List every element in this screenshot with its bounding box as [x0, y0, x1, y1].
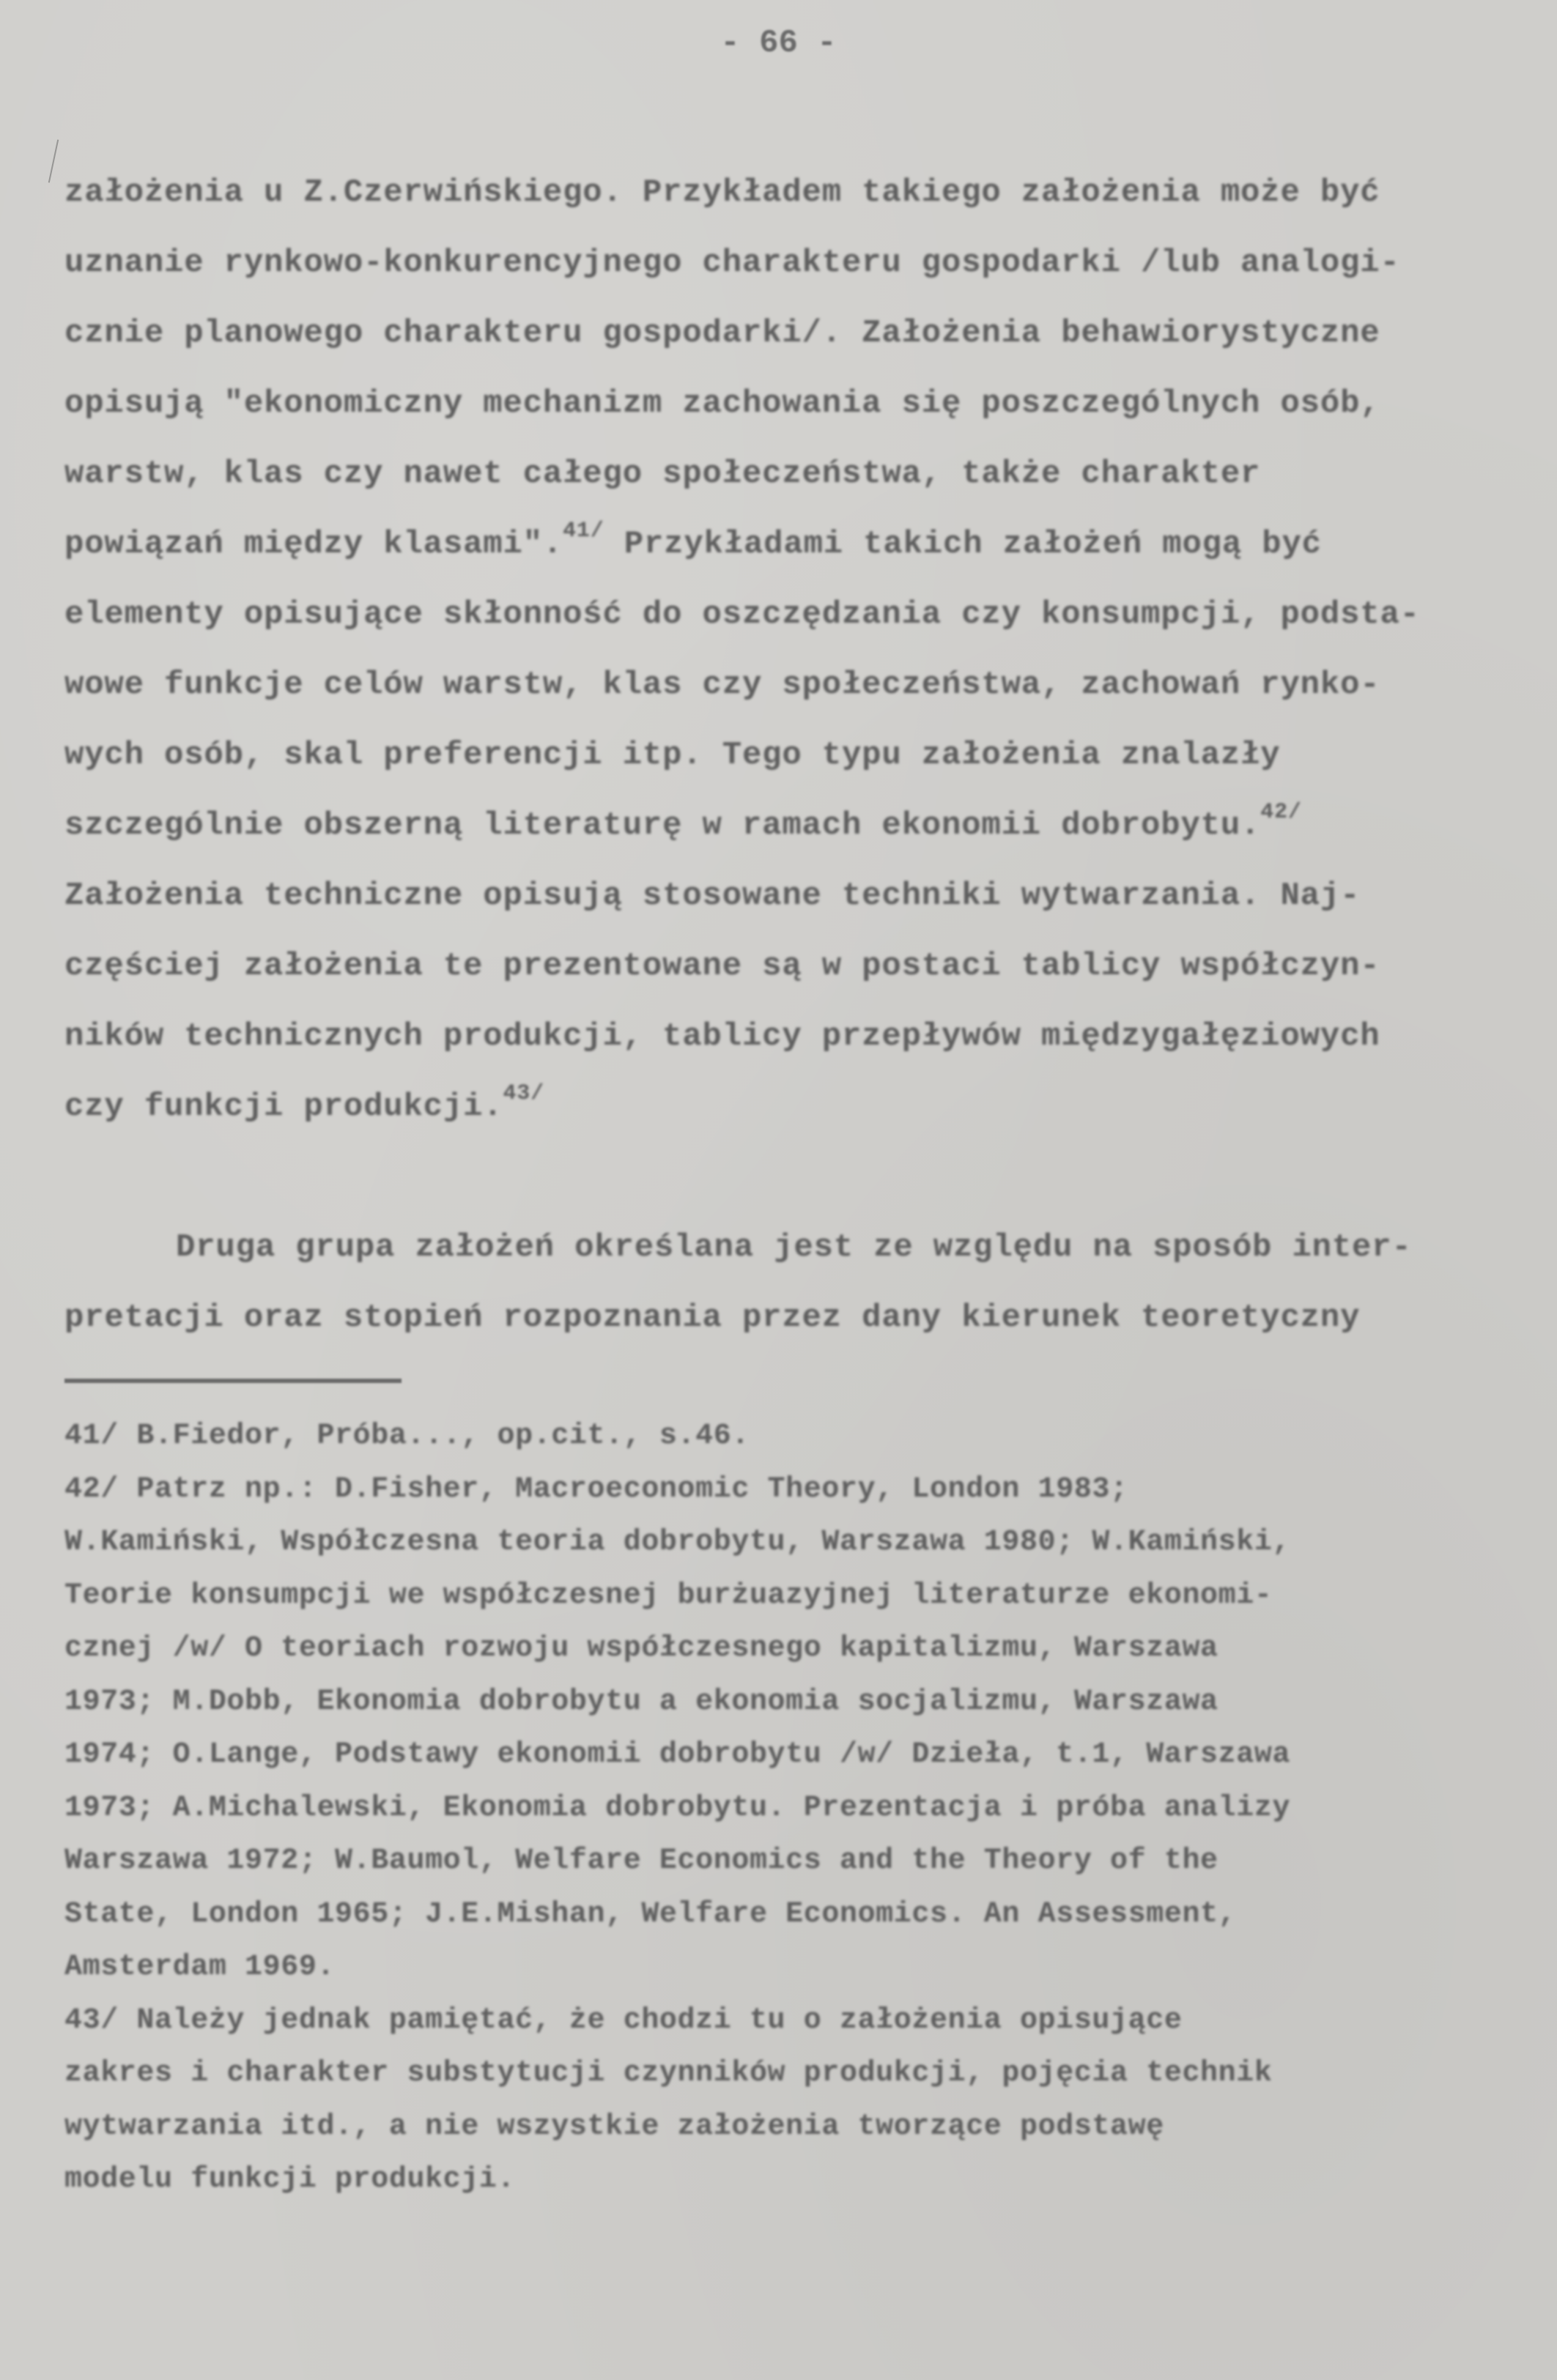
footnote-line: 42/ Patrz np.: D.Fisher, Macroeconomic Theory, London 1983;: [64, 1472, 1128, 1506]
footnote-line: 41/ B.Fiedor, Próba..., op.cit., s.46.: [64, 1420, 750, 1453]
body-line: [64, 439, 1523, 509]
footnote-line: wytwarzania itd., a nie wszystkie założenia tworzące podstawę: [64, 2110, 1164, 2143]
body-line-text: założenia u Z.Czerwińskiego. Przykładem takiego założenia może być: [64, 174, 1380, 211]
body-line: [64, 298, 1523, 368]
body-line-text: Przykładami takich założeń mogą być: [604, 526, 1322, 563]
body-line: [64, 228, 1523, 298]
body-line-text: czy funkcji produkcji.: [64, 1089, 503, 1125]
body-line-text: cznie planowego charakteru gospodarki/. Założenia behawiorystyczne: [64, 315, 1380, 352]
footnote-line: cznej /w/ O teoriach rozwoju współczesnego kapitalizmu, Warszawa: [64, 1632, 1218, 1665]
footnotes: [64, 1410, 1552, 2207]
body-line: [64, 931, 1523, 1001]
paper-scratch-mark: [48, 139, 59, 182]
body-line-text: szczególnie obszerną literaturę w ramach ekonomii dobrobytu.: [64, 807, 1261, 844]
footnote-separator: [64, 1379, 402, 1383]
page-number: - 66 -: [720, 25, 837, 62]
body-line: [64, 1072, 1523, 1142]
footnote-line: Teorie konsumpcji we współczesnej burżuazyjnej literaturze ekonomi-: [64, 1579, 1273, 1612]
main-body-text: [64, 157, 1523, 1353]
footnote-ref-41: 41/: [563, 519, 604, 544]
footnote-line: 43/ Należy jednak pamiętać, że chodzi tu o założenia opisujące: [64, 2003, 1183, 2037]
body-line: [64, 509, 1523, 579]
footnote-line: zakres i charakter substytucji czynników produkcji, pojęcia technik: [64, 2057, 1273, 2090]
paragraph-gap: [64, 1142, 1523, 1212]
body-line: [64, 1001, 1523, 1072]
body-line-text: powiązań między klasami".: [64, 526, 563, 563]
body-line-text: uznanie rynkowo-konkurencyjnego charakteru gospodarki /lub analogi-: [64, 245, 1400, 281]
footnote-line: 1974; O.Lange, Podstawy ekonomii dobrobytu /w/ Dzieła, t.1, Warszawa: [64, 1738, 1291, 1771]
footnote-line: modelu funkcji produkcji.: [64, 2163, 516, 2196]
body-line: [64, 579, 1523, 650]
footnote-ref-43: 43/: [503, 1081, 544, 1106]
footnote-line: 1973; A.Michalewski, Ekonomia dobrobytu. Prezentacja i próba analizy: [64, 1791, 1291, 1825]
body-line-text: częściej założenia te prezentowane są w postaci tablicy współczyn-: [64, 948, 1380, 985]
body-line: [64, 720, 1523, 790]
body-line: [64, 157, 1523, 228]
body-line-text: ników technicznych produkcji, tablicy przepływów międzygałęziowych: [64, 1018, 1380, 1055]
body-line-text: wowe funkcje celów warstw, klas czy społeczeństwa, zachowań rynko-: [64, 667, 1380, 703]
footnote-line: Warszawa 1972; W.Baumol, Welfare Economics and the Theory of the: [64, 1845, 1218, 1877]
body-line: [64, 861, 1523, 931]
footnote-line: Amsterdam 1969.: [64, 1951, 336, 1984]
paragraph-2-line: pretacji oraz stopień rozpoznania przez dany kierunek teoretyczny: [64, 1300, 1361, 1336]
body-line-text: opisują "ekonomiczny mechanizm zachowania się poszczególnych osób,: [64, 385, 1380, 422]
body-line-text: wych osób, skal preferencji itp. Tego typu założenia znalazły: [64, 737, 1281, 774]
paragraph-2-line: Druga grupa założeń określana jest ze względu na sposób inter-: [176, 1229, 1412, 1266]
footnote-line: W.Kamiński, Współczesna teoria dobrobytu, Warszawa 1980; W.Kamiński,: [64, 1526, 1291, 1559]
body-line: [64, 790, 1523, 861]
footnote-line: State, London 1965; J.E.Mishan, Welfare Economics. An Assessment,: [64, 1897, 1237, 1931]
body-line: [64, 368, 1523, 439]
body-line-text: Założenia techniczne opisują stosowane techniki wytwarzania. Naj-: [64, 878, 1361, 914]
footnote-line: 1973; M.Dobb, Ekonomia dobrobytu a ekonomia socjalizmu, Warszawa: [64, 1685, 1218, 1719]
body-line-text: elementy opisujące skłonność do oszczędzania czy konsumpcji, podsta-: [64, 596, 1420, 633]
body-line: [64, 650, 1523, 720]
footnote-ref-42: 42/: [1260, 800, 1302, 825]
body-line-text: warstw, klas czy nawet całego społeczeństwa, także charakter: [64, 456, 1261, 492]
